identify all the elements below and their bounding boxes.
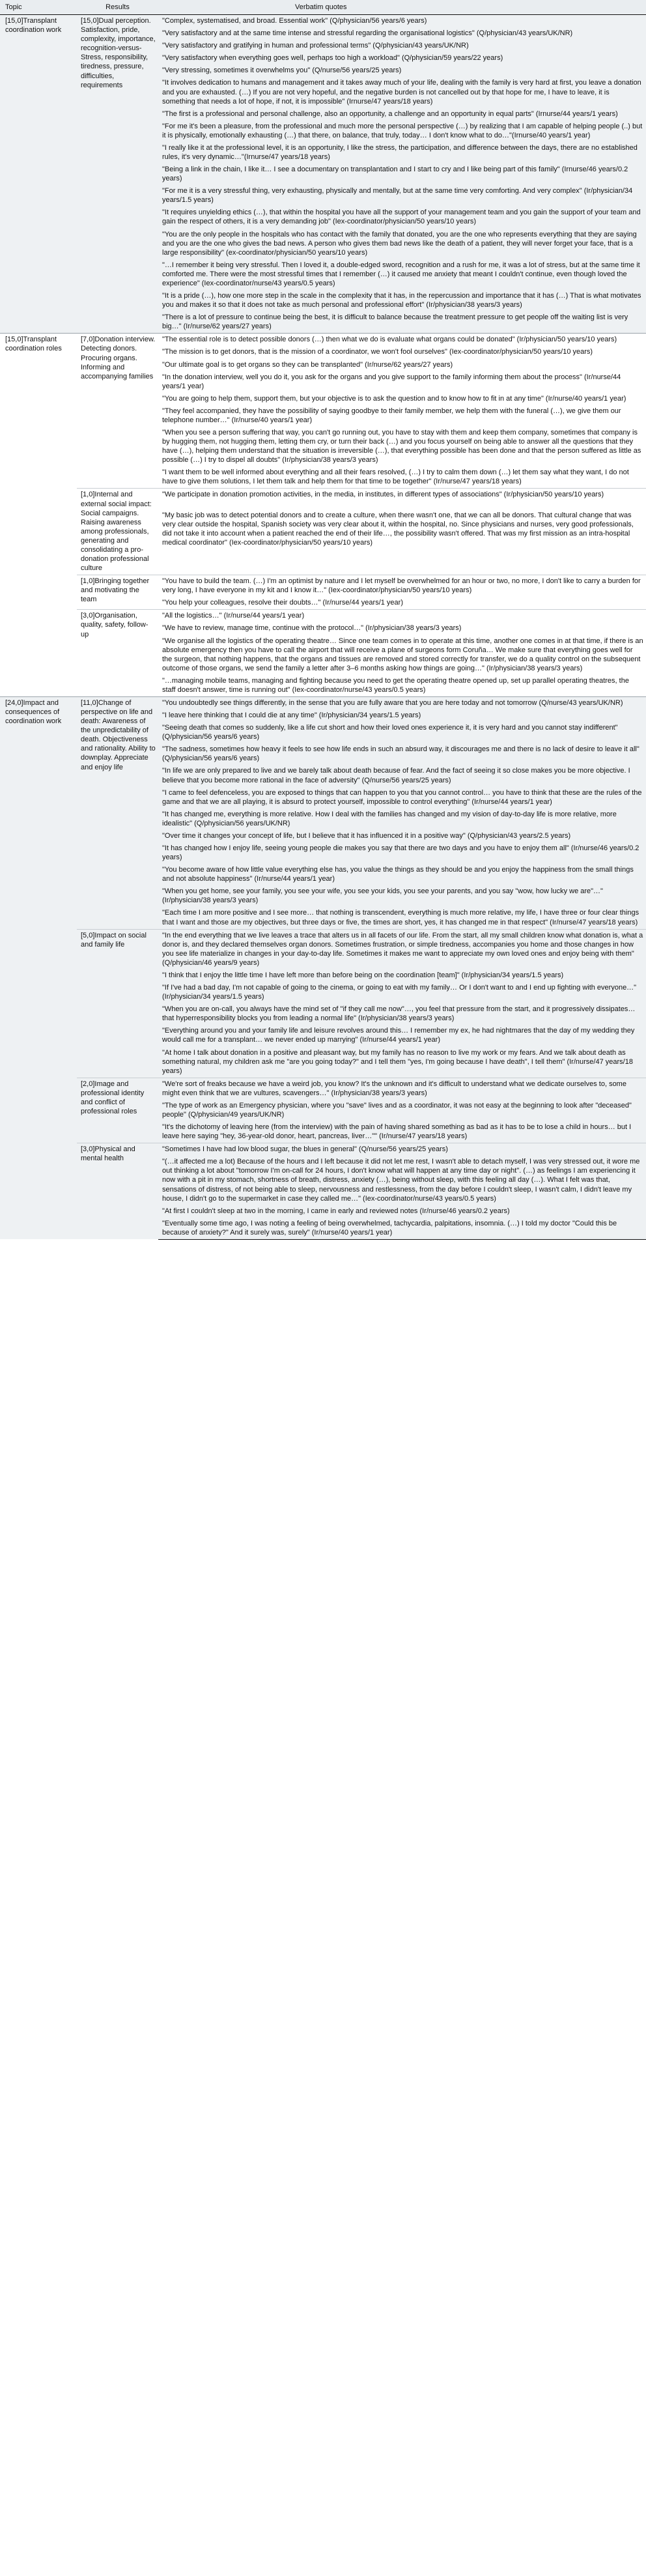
quote-cell: "When you are on-call, you always have the mind set of "if they call me now"…, you feel that pressure from the start, and it progressively dissipates… that hyperresponsibility blocks you from leading a normal life" (Ir/physician/38 years/3 years) xyxy=(158,1003,646,1025)
quote-cell: "I want them to be well informed about everything and all their fears resolved, (…) I try to calm them down (…) let them say what they want, I do not have to give them solutions, I let them talk and help them for that time to be together" (Ir/nurse/47 years/18 years) xyxy=(158,466,646,489)
table-row xyxy=(0,489,646,509)
quote-cell: "…I remember it being very stressful. Then I loved it, a double-edged sword, recognition and a rush for me, it was a lot of stress, but at the same time it comforted me. There were the most stressful times that I remember (…) it caused me anxiety that meant I couldn't continue, even though loved the experience" (Iex-coordinator/nurse/43 years/0.5 years) xyxy=(158,259,646,290)
quote-cell: "All the logistics…" (Ir/nurse/44 years/1 year) xyxy=(158,610,646,623)
result-cell: [11,0]Change of perspective on life and death: Awareness of the unpredictability of death. Objectiveness and rationality. Ability to downplay. Appreciate and enjoy life xyxy=(77,697,158,930)
quote-cell: "If I've had a bad day, I'm not capable of going to the cinema, or going to eat with my family… Or I don't want to and I end up fighting with everyone…" (Ir/physician/34 years/1.5 years) xyxy=(158,982,646,1003)
quote-cell: "Over time it changes your concept of life, but I believe that it has influenced it in a positive way" (Q/physician/43 years/2.5 years) xyxy=(158,830,646,842)
topic-cell: [15,0]Transplant coordination roles xyxy=(0,334,77,697)
quote-cell: "It is a pride (…), how one more step in the scale in the complexity that it has, in the repercussion and importance that it has (…) That is what motivates you and makes it so that it does not take as much personal and professional effort" (Ir/physician/38 years/3 years) xyxy=(158,290,646,311)
quote-cell: "In the donation interview, well you do it, you ask for the organs and you give support to the family informing them about the process" (Ir/nurse/44 years/1 year) xyxy=(158,371,646,393)
table-row xyxy=(0,575,646,597)
quote-cell: "For me it is a very stressful thing, very exhausting, physically and mentally, but at the same time very comforting. And very complex" (Ir/physician/34 years/1.5 years) xyxy=(158,185,646,207)
quote-cell: "Seeing death that comes so suddenly, like a life cut short and how their loved ones experience it, it is very hard and you cannot stay indifferent" (Q/physician/56 years/6 years) xyxy=(158,722,646,743)
quote-cell: "At home I talk about donation in a positive and pleasant way, but my family has no reason to live my work or my fears. And we talk about death as something natural, my children ask me "are you going today?" and I tell them "yes, I'm going because I have death", I tell them" (Ir/nurse/47 years/18 years) xyxy=(158,1047,646,1078)
quote-cell: "Very satisfactory when everything goes well, perhaps too high a workload" (Q/physician/59 years/22 years) xyxy=(158,52,646,64)
table-row xyxy=(0,929,646,969)
quote-cell: "In life we are only prepared to live and we barely talk about death because of fear. And the fact of seeing it so close makes you be more objective. I believe that you become more rational in the face of adversity" (Q/nurse/56 years/25 years) xyxy=(158,765,646,786)
quote-cell: "It involves dedication to humans and management and it takes away much of your life, dealing with the family is very hard at first, you leave a donation and you are exhausted. (…) If you are not very hopeful, and the negative burden is not cancelled out by that hope for me, I have to leave, it is something that needs a lot of hope, if not, it is impossible" (Irnurse/47 years/18 years) xyxy=(158,77,646,107)
quote-cell: "I came to feel defenceless, you are exposed to things that can happen to you that you cannot control… you have to think that these are the rules of the game and that we are all playing, it is absurd to protect yourself, impossible to control everything" (Ir/nurse/44 years/1 year) xyxy=(158,787,646,809)
quote-cell: "There is a lot of pressure to continue being the best, it is difficult to balance because the treatment pressure to get people off the waiting list is very big…" (Ir/nurse/62 years/27 years) xyxy=(158,311,646,334)
topic-cell: [24,0]Impact and consequences of coordination work xyxy=(0,697,77,1240)
quote-cell: "For me it's been a pleasure, from the professional and much more the personal perspective (…) by realizing that I am capable of helping people (..) but it is physically, emotionally exhausting (…) that there, on balance, that truly, today… I don't know what to do…"(Irnurse/40 years/1 year) xyxy=(158,121,646,142)
quote-cell: "You are going to help them, support them, but your objective is to ask the question and to know how to fit in at any time" (Ir/nurse/40 years/1 year) xyxy=(158,393,646,405)
result-cell: [5,0]Impact on social and family life xyxy=(77,929,158,1078)
quote-cell: "When you get home, see your family, you see your wife, you see your kids, you see your parents, and you say "wow, how lucky we are"…" (Ir/physician/38 years/3 years) xyxy=(158,885,646,907)
header-results: Results xyxy=(77,0,158,15)
table-body xyxy=(0,15,646,1240)
quote-cell: "You become aware of how little value everything else has, you value the things as they should be and you enjoy the happiness from the small things and not absolute happiness" (Ir/nurse/44 years/1 year) xyxy=(158,864,646,885)
quote-cell: "We organise all the logistics of the operating theatre… Since one team comes in to operate at this time, another one comes in at that time, if there is an absolute emergency then you have to call the airport that will receive a plane of surgeons form Coruña… We make sure that everything goes well for the surgeon, that nothing happens, that the organs and tissues are removed and stored correctly for transfer, we do a quality control on the subsequent outcome of those organs, we send the family a letter after 3–6 months asking how things are going…" (Ir/physician/38 years/3 years) xyxy=(158,635,646,675)
quotes-table xyxy=(0,0,646,1240)
quote-cell: "When you see a person suffering that way, you can't go running out, you have to stay with them and keep them company, sometimes that company is by hugging them, not hugging them, letting them cry, or turn their back (…) and you focus yourself on being able to answer all the questions that they have (…), helping them understand that the situation is irreversible (…), that everything possible has been done and that the person suffered as little as possible (…) I try to dispel all doubts" (Ir/physician/38 years/3 years) xyxy=(158,427,646,466)
quote-cell: "It's the dichotomy of leaving here (from the interview) with the pain of having shared something as bad as it has to be to lose a child in hours… but I leave here saying "hey, 36-year-old donor, heart, pancreas, liver…"" (Ir/nurse/47 years/18 years) xyxy=(158,1121,646,1143)
quote-cell: "You are the only people in the hospitals who has contact with the family that donated, you are the one who represents everything that they are saying and you are the one who gives the bad news. A person who gives them bad news like the death of a patient, they will never forget your face, that is a large responsibility" (ex-coordinator/physician/50 years/10 years) xyxy=(158,229,646,259)
quote-cell: "The first is a professional and personal challenge, also an opportunity, a challenge and an opportunity in equal parts" (Irnurse/44 years/1 years) xyxy=(158,108,646,121)
quote-cell: "…managing mobile teams, managing and fighting because you need to get the operating theatre opened up, set up parallel operating theatres, the staff doesn't answer, time is running out" (Iex-coordinator/nurse/43 years/0.5 years) xyxy=(158,675,646,697)
quote-cell: "Eventually some time ago, I was noting a feeling of being overwhelmed, tachycardia, palpitations, insomnia. (…) I told my doctor "Could this be because of anxiety?" And it surely was, surely" (Ir/nurse/40 years/1 year) xyxy=(158,1218,646,1240)
result-cell: [1,0]Bringing together and motivating the team xyxy=(77,575,158,610)
result-cell: [2,0]Image and professional identity and conflict of professional roles xyxy=(77,1078,158,1143)
quote-cell: "Each time I am more positive and I see more… that nothing is transcendent, everything is much more relative, my life, I have three or four clear things that I want and those are my objectives, but three days or five, the times are short, yes, it has changed me in that respect" (Ir/nurse/47 years/18 years) xyxy=(158,907,646,929)
quote-cell: "Complex, systematised, and broad. Essential work" (Q/physician/56 years/6 years) xyxy=(158,15,646,28)
quote-cell: "It has changed how I enjoy life, seeing young people die makes you say that there are two days and you have to enjoy them all" (Ir/nurse/46 years/0.2 years) xyxy=(158,842,646,864)
quote-cell: "Everything around you and your family life and leisure revolves around this… I remember my ex, he had nightmares that the day of my wedding they would call me for a transplant… we never ended up marrying" (Ir/nurse/44 years/1 year) xyxy=(158,1025,646,1046)
quote-cell: "The essential role is to detect possible donors (…) then what we do is evaluate what organs could be donated" (Ir/physician/50 years/10 years) xyxy=(158,334,646,347)
quote-cell: "Very satisfactory and at the same time intense and stressful regarding the organisational logistics" (Q/physician/43 years/UK/NR) xyxy=(158,27,646,40)
table-row xyxy=(0,15,646,28)
quote-cell: "Sometimes I have had low blood sugar, the blues in general" (Q/nurse/56 years/25 years) xyxy=(158,1143,646,1156)
table-row xyxy=(0,1078,646,1100)
quote-cell: "Very stressing, sometimes it overwhelms you" (Q/nurse/56 years/25 years) xyxy=(158,64,646,77)
quote-cell: "You have to build the team. (…) I'm an optimist by nature and I let myself be overwhelmed for an hour or two, no more, I don't like to carry a burden for very long, I have everyone in my kit and I know it…" (Iex-coordinator/physician/50 years/10 years) xyxy=(158,575,646,597)
quote-cell: "I really like it at the professional level, it is an opportunity, I like the stress, the participation, and difference between the days, there are no established rules, it's very dynamic…"(Irnurse/47 years/18 years) xyxy=(158,142,646,164)
quote-cell: "(…it affected me a lot) Because of the hours and I left because it did not let me rest, I wasn't able to detach myself, I was very stressed out, it wore me out thinking a lot about "tomorrow I'm on-call for 24 hours, I don't know what will happen at any time day or night". (…) as feelings I am experiencing it now with a pit in my stomach, shortness of breath, distress, anxiety (…), being without sleep, with this feeling all day (…). What I felt was that, sensations of distress, of not being able to sleep, nervousness and restlessness, from the day before I couldn't sleep, I wasn't calm, I didn't leave my house, I didn't go to the supermarket in case they called me…" (Iex-coordinator/nurse/43 years/0.5 years) xyxy=(158,1156,646,1205)
quote-cell: "We're sort of freaks because we have a weird job, you know? It's the unknown and it's difficult to understand what we dedicate ourselves to, some might even think that we are vultures, scavengers…" (Ir/physician/38 years/3 years) xyxy=(158,1078,646,1100)
table-row xyxy=(0,610,646,623)
header-topic: Topic xyxy=(0,0,77,15)
quote-cell: "You undoubtedly see things differently, in the sense that you are fully aware that you are here today and not tomorrow (Q/nurse/43 years/UK/NR) xyxy=(158,697,646,710)
quote-cell: "Being a link in the chain, I like it… I see a documentary on transplantation and I start to cry and I like being part of this family" (Irnurse/46 years/0.2 years) xyxy=(158,164,646,185)
quote-cell: "I leave here thinking that I could die at any time" (Ir/physician/34 years/1.5 years) xyxy=(158,709,646,722)
result-cell: [7,0]Donation interview. Detecting donors. Procuring organs. Informing and accompanying families xyxy=(77,334,158,489)
table-row xyxy=(0,1143,646,1156)
quote-cell: "Our ultimate goal is to get organs so they can be transplanted" (Ir/nurse/62 years/27 years) xyxy=(158,359,646,371)
quote-cell: "We participate in donation promotion activities, in the media, in institutes, in different types of associations" (Ir/physician/50 years/10 years) xyxy=(158,489,646,509)
header-quotes: Verbatim quotes xyxy=(158,0,646,15)
table-row xyxy=(0,334,646,347)
quote-cell: "It requires unyielding ethics (…), that within the hospital you have all the support of your management team and you gain the support of your team and gain the respect of others, it is a very demanding job" (Iex-coordinator/physician/50 years/10 years) xyxy=(158,207,646,228)
quote-cell: "I think that I enjoy the little time I have left more than before being on the coordination [team]" (Ir/physician/34 years/1.5 years) xyxy=(158,969,646,982)
result-cell: [15,0]Dual perception. Satisfaction, pride, complexity, importance, recognition-versus-Stress, responsibility, tiredness, pressure, difficulties, requirements xyxy=(77,15,158,334)
quote-cell: "Very satisfactory and gratifying in human and professional terms" (Q/physician/43 years/UK/NR) xyxy=(158,40,646,52)
quote-cell: "They feel accompanied, they have the possibility of saying goodbye to their family member, we help them with the funeral (…), we give them our telephone number…" (Ir/nurse/40 years/1 year) xyxy=(158,405,646,427)
result-cell: [1,0]Internal and external social impact: Social campaigns. Raising awareness among professionals, generating and consolidating a pro-donation professional culture xyxy=(77,489,158,575)
quote-cell: "The sadness, sometimes how heavy it feels to see how life ends in such an absurd way, it discourages me and there is no lack of desire to leave it all" (Q/physician/56 years/6 years) xyxy=(158,743,646,765)
quote-cell: "We have to review, manage time, continue with the protocol…" (Ir/physician/38 years/3 years) xyxy=(158,622,646,635)
quote-cell: "My basic job was to detect potential donors and to create a culture, when there wasn't one, that we can all be donors. That cultural change that was very clear outside the hospital, Spanish society was very clear about it, within the hospital, no. Since physicians and nurses, very good professionals, did not take it into account when a patient reached the end of their life…, the possibility wasn't offered. That was my first mission as an intra-hospital medical coordinator" (Iex-coordinator/physician/50 years/10 years) xyxy=(158,509,646,575)
quote-cell: "It has changed me, everything is more relative. How I deal with the families has changed and my vision of day-to-day life is more relative, more idealistic" (Q/physician/56 years/UK/NR) xyxy=(158,809,646,830)
table-row xyxy=(0,697,646,710)
topic-cell: [15,0]Transplant coordination work xyxy=(0,15,77,334)
header-row xyxy=(0,0,646,15)
quote-cell: "The type of work as an Emergency physician, where you "save" lives and as a coordinator, it was not easy at the beginning to look after "deceased" people" (Q/physician/49 years/UK/NR) xyxy=(158,1100,646,1121)
result-cell: [3,0]Physical and mental health xyxy=(77,1143,158,1240)
quote-cell: "In the end everything that we live leaves a trace that alters us in all facets of our life. From the start, all my small children know what donation is, what a donor is, and they declared themselves organ donors. Sometimes frustration, or simple tiredness, accompanies you home and those changes in how you see life materialize in changes in your day-to-day life. Sometimes it makes me want to appreciate my own loved ones and enjoy being with them" (Q/physician/46 years/9 years) xyxy=(158,929,646,969)
quote-cell: "You help your colleagues, resolve their doubts…" (Ir/nurse/44 years/1 year) xyxy=(158,597,646,610)
result-cell: [3,0]Organisation, quality, safety, follow-up xyxy=(77,610,158,697)
quote-cell: "The mission is to get donors, that is the mission of a coordinator, we won't fool ourselves" (Iex-coordinator/physician/50 years/10 years) xyxy=(158,346,646,358)
quote-cell: "At first I couldn't sleep at two in the morning, I came in early and reviewed notes (Ir/nurse/46 years/0.2 years) xyxy=(158,1205,646,1218)
